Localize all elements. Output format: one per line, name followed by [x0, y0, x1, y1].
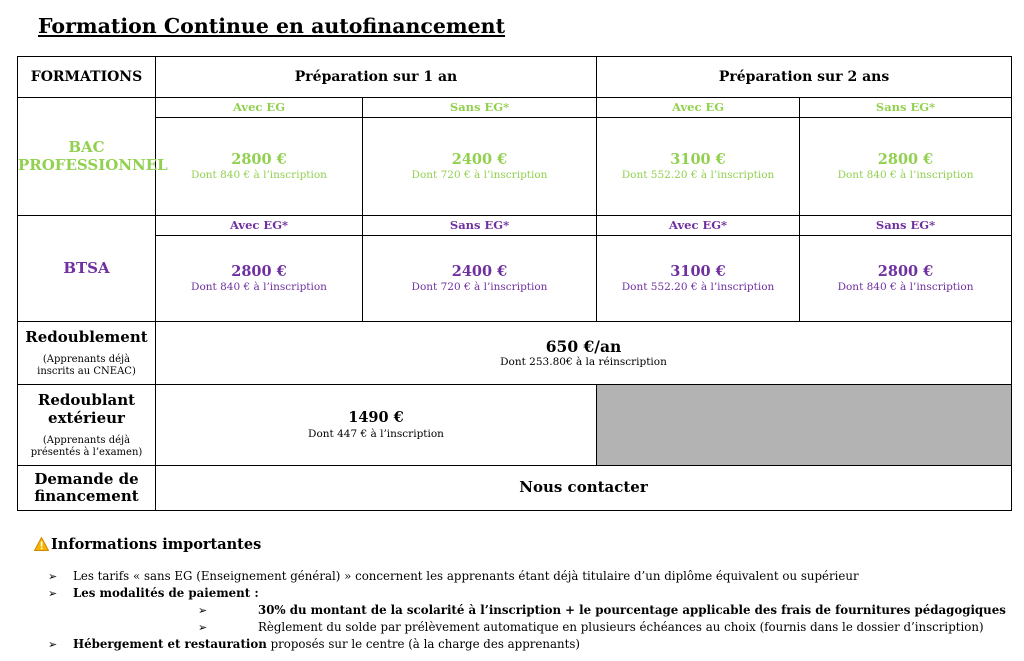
btsa-subheader: Sans EG* — [800, 216, 1012, 236]
label-line: Demande de — [34, 469, 139, 488]
redoublement-price-cell — [156, 322, 1012, 385]
note-line: inscrits au CNEAC) — [37, 366, 136, 378]
warning-icon — [34, 537, 49, 555]
btsa-subheader: Sans EG* — [363, 216, 597, 236]
arrowhead-bullet-icon: ➢ — [48, 570, 58, 583]
bullet-modalites: Les modalités de paiement : — [73, 586, 259, 600]
redoublement-row — [18, 322, 1012, 385]
bac-pro-label — [18, 98, 168, 216]
bac-subheader: Avec EG — [597, 98, 800, 118]
hebergement-bold: Hébergement et restauration — [73, 637, 267, 651]
bac-label-line1: BAC — [68, 138, 105, 157]
btsa-price-row — [18, 236, 1012, 322]
price-detail: Dont 840 € à l’inscription — [191, 169, 327, 182]
price-amount: 1490 € — [348, 409, 404, 427]
btsa-subheader-row — [18, 216, 1012, 236]
btsa-price-cell — [156, 236, 363, 322]
redoublant-ext-price-cell — [156, 385, 597, 466]
price-detail: Dont 552.20 € à l’inscription — [621, 169, 775, 182]
bac-price-cell — [156, 118, 363, 216]
label-line: extérieur — [48, 409, 125, 427]
bac-subheader-row — [18, 98, 1012, 118]
label-line: Redoublant — [37, 390, 136, 409]
redoublement-note — [18, 354, 155, 378]
btsa-subheader: Avec EG* — [156, 216, 363, 236]
prep-2-years-header: Préparation sur 2 ans — [597, 57, 1012, 98]
price-amount: 2800 € — [877, 150, 934, 168]
bac-subheader: Avec EG — [156, 98, 363, 118]
page-title: Formation Continue en autofinancement — [38, 14, 506, 38]
price-detail: Dont 720 € à l’inscription — [411, 281, 548, 294]
price-amount: 2800 € — [231, 262, 287, 280]
btsa-price-cell — [597, 236, 800, 322]
bullet-hebergement — [73, 637, 580, 651]
prep-1-year-header: Préparation sur 1 an — [156, 57, 597, 98]
demande-row — [18, 466, 1012, 511]
greyed-out-cell — [597, 385, 1012, 466]
btsa-price-cell — [363, 236, 597, 322]
price-detail: Dont 552.20 € à l’inscription — [621, 281, 775, 294]
price-amount: 2800 € — [877, 262, 934, 280]
btsa-label: BTSA — [18, 216, 156, 322]
price-amount: 2400 € — [451, 150, 508, 168]
price-detail: Dont 720 € à l’inscription — [411, 169, 548, 182]
formations-header: FORMATIONS — [18, 57, 156, 98]
redoublant-ext-row — [18, 385, 1012, 466]
price-detail: Dont 447 € à l’inscription — [308, 427, 444, 440]
price-detail: Dont 840 € à l’inscription — [837, 281, 974, 294]
info-heading — [34, 536, 261, 555]
arrowhead-bullet-icon: ➢ — [48, 638, 58, 651]
demande-label — [18, 466, 156, 511]
bac-price-cell — [363, 118, 597, 216]
redoublant-ext-label — [38, 391, 135, 427]
info-heading-text: Informations importantes — [51, 536, 262, 553]
note-line: (Apprenants déjà — [42, 354, 131, 366]
price-amount: 3100 € — [670, 262, 726, 280]
redoublement-label-cell — [18, 322, 156, 385]
arrowhead-bullet-icon: ➢ — [198, 604, 208, 617]
btsa-subheader: Avec EG* — [597, 216, 800, 236]
price-amount: 2800 € — [231, 150, 287, 168]
nous-contacter-cell: Nous contacter — [156, 466, 1012, 511]
bullet-tarifs: Les tarifs « sans EG (Enseignement général) » concernent les apprenants étant déjà titulaire d’un diplôme équivalent ou supérieur — [73, 569, 859, 583]
redoublement-label: Redoublement — [25, 327, 148, 346]
sub-bullet-30-percent: 30% du montant de la scolarité à l’inscription + le pourcentage applicable des frais de fournitures pédagogiques — [258, 603, 1006, 617]
bac-subheader: Sans EG* — [363, 98, 597, 118]
bac-price-cell — [597, 118, 800, 216]
price-amount: 650 €/an — [545, 336, 622, 356]
price-amount: 2400 € — [451, 262, 508, 280]
hebergement-rest: proposés sur le centre (à la charge des apprenants) — [266, 637, 581, 651]
bac-label-line2: PROFESSIONNEL — [18, 155, 168, 174]
note-line: présentés à l’examen) — [30, 447, 143, 459]
redoublant-ext-label-cell — [18, 385, 156, 466]
bac-subheader: Sans EG* — [800, 98, 1012, 118]
note-line: (Apprenants déjà — [42, 435, 131, 447]
redoublant-ext-note — [18, 435, 155, 459]
bac-price-cell — [800, 118, 1012, 216]
arrowhead-bullet-icon: ➢ — [198, 621, 208, 634]
price-detail: Dont 840 € à l’inscription — [191, 281, 327, 294]
price-detail: Dont 840 € à l’inscription — [837, 169, 974, 182]
sub-bullet-reglement: Règlement du solde par prélèvement automatique en plusieurs échéances au choix (fournis dans le dossier d’inscription) — [258, 620, 984, 634]
pricing-table — [17, 56, 1012, 511]
header-row — [18, 57, 1012, 98]
price-detail: Dont 253.80€ à la réinscription — [500, 356, 667, 369]
label-line: financement — [34, 487, 139, 505]
btsa-price-cell — [800, 236, 1012, 322]
arrowhead-bullet-icon: ➢ — [48, 587, 58, 600]
price-amount: 3100 € — [670, 150, 726, 168]
